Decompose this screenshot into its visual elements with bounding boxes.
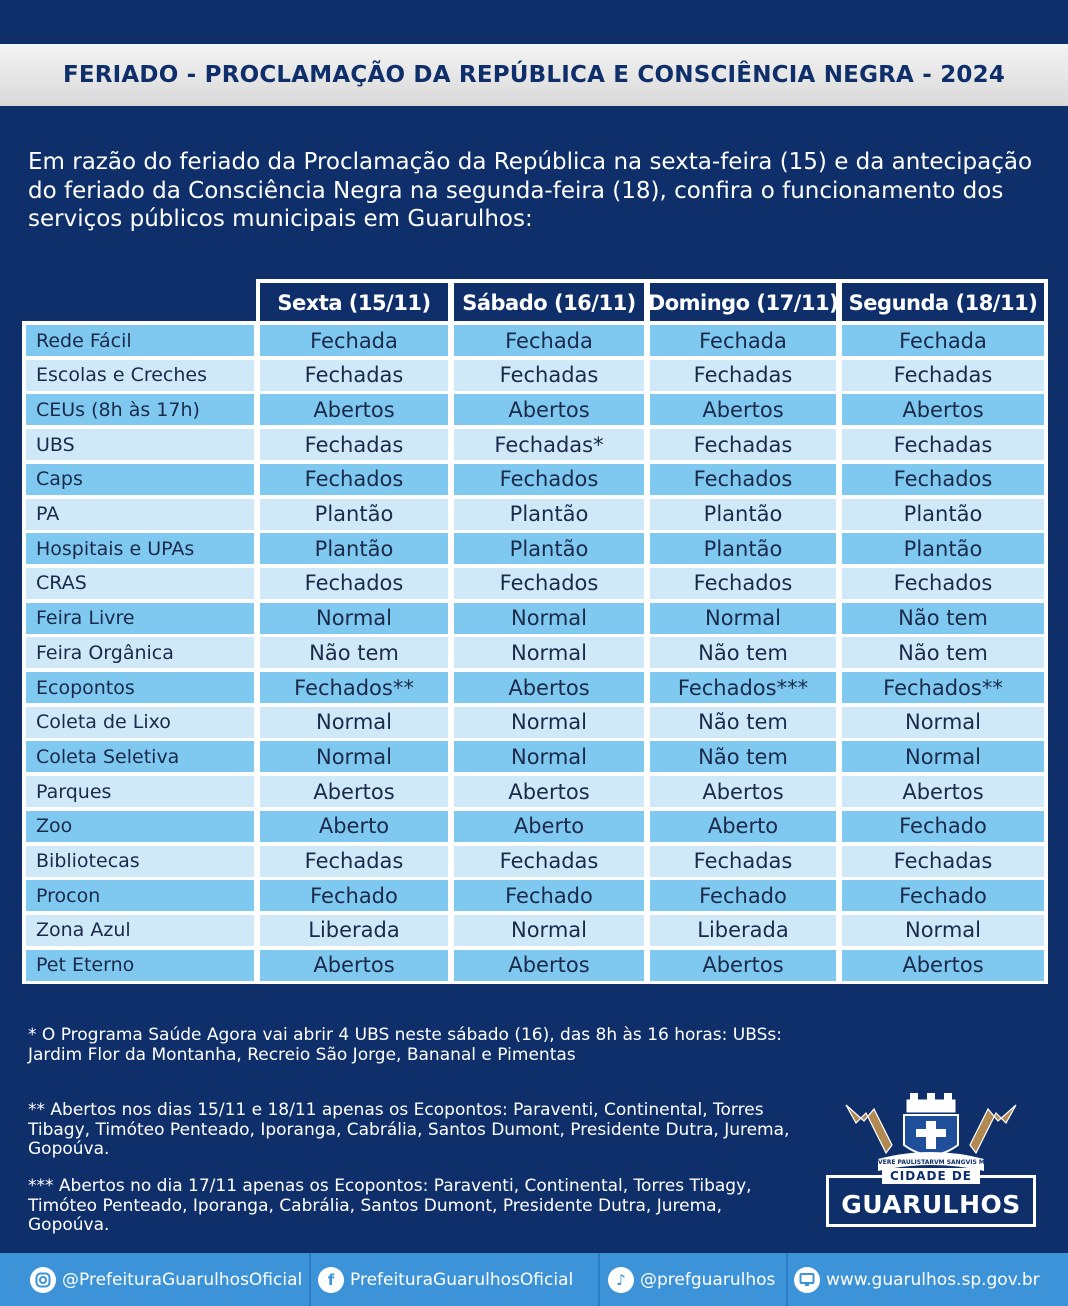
status-saturday: Abertos: [454, 672, 644, 703]
status-monday: Abertos: [842, 394, 1044, 425]
status-monday: Normal: [842, 741, 1044, 772]
status-sunday: Fechadas: [650, 429, 836, 460]
status-saturday: Normal: [454, 603, 644, 634]
status-saturday: Fechadas*: [454, 429, 644, 460]
table-row: [22, 846, 1048, 877]
status-monday: Fechado: [842, 811, 1044, 842]
status-sunday: Não tem: [650, 707, 836, 738]
status-sunday: Abertos: [650, 394, 836, 425]
status-friday: Fechados**: [260, 672, 448, 703]
table-row: [22, 950, 1048, 981]
table-body: [22, 321, 1048, 984]
status-sunday: Fechados***: [650, 672, 836, 703]
city-logo: [826, 1093, 1036, 1230]
status-friday: Normal: [260, 603, 448, 634]
table-row: [22, 880, 1048, 911]
status-saturday: Fechados: [454, 568, 644, 599]
table-row: [22, 811, 1048, 842]
footer-tiktok[interactable]: [608, 1253, 775, 1306]
status-friday: Abertos: [260, 776, 448, 807]
status-friday: Fechadas: [260, 846, 448, 877]
logo-box: [826, 1169, 1036, 1227]
status-saturday: Plantão: [454, 499, 644, 530]
service-name: Rede Fácil: [26, 325, 254, 356]
header-sunday: Domingo (17/11): [650, 283, 836, 323]
status-sunday: Plantão: [650, 533, 836, 564]
status-saturday: Abertos: [454, 394, 644, 425]
service-name: Hospitais e UPAs: [26, 533, 254, 564]
service-name: Coleta de Lixo: [26, 707, 254, 738]
status-sunday: Abertos: [650, 776, 836, 807]
status-sunday: Aberto: [650, 811, 836, 842]
table-row: [22, 568, 1048, 599]
footer-divider: [309, 1253, 311, 1306]
status-saturday: Normal: [454, 915, 644, 946]
table-row: [22, 429, 1048, 460]
status-friday: Não tem: [260, 637, 448, 668]
service-name: Feira Livre: [26, 603, 254, 634]
footnote-ubs: * O Programa Saúde Agora vai abrir 4 UBS neste sábado (16), das 8h às 16 horas: UBSs: Jardim Flor da Montanha, Recreio São Jorge, Bananal e Pimentas: [28, 1025, 782, 1065]
status-sunday: Não tem: [650, 637, 836, 668]
table-row: [22, 915, 1048, 946]
status-friday: Fechadas: [260, 429, 448, 460]
status-monday: Normal: [842, 707, 1044, 738]
footer-bar: [0, 1253, 1068, 1306]
service-name: Bibliotecas: [26, 846, 254, 877]
table-row: [22, 707, 1048, 738]
title-band: [0, 44, 1068, 106]
status-saturday: Fechada: [454, 325, 644, 356]
status-friday: Fechados: [260, 464, 448, 495]
status-monday: Fechados: [842, 464, 1044, 495]
service-name: Coleta Seletiva: [26, 741, 254, 772]
status-monday: Fechada: [842, 325, 1044, 356]
status-friday: Normal: [260, 741, 448, 772]
service-name: CEUs (8h às 17h): [26, 394, 254, 425]
service-name: Feira Orgânica: [26, 637, 254, 668]
status-monday: Plantão: [842, 533, 1044, 564]
footer-instagram[interactable]: [30, 1253, 302, 1306]
table-row: [22, 499, 1048, 530]
footer-facebook[interactable]: [318, 1253, 573, 1306]
status-friday: Fechada: [260, 325, 448, 356]
service-name: Caps: [26, 464, 254, 495]
table-row: [22, 464, 1048, 495]
coat-of-arms-icon: [826, 1093, 1036, 1179]
status-saturday: Fechadas: [454, 846, 644, 877]
status-friday: Normal: [260, 707, 448, 738]
table-row: [22, 637, 1048, 668]
status-friday: Fechado: [260, 880, 448, 911]
footer-divider: [598, 1253, 600, 1306]
footnote-ecopontos-15-18: ** Abertos nos dias 15/11 e 18/11 apenas os Ecopontos: Paraventi, Continental, Torres Tibagy, Timóteo Penteado, Iporanga, Cabrália, Santos Dumont, Presidente Dutra, Jurema, Gopoúva.: [28, 1100, 790, 1159]
status-monday: Fechadas: [842, 360, 1044, 391]
footnote-ecopontos-17: *** Abertos no dia 17/11 apenas os Ecopontos: Paraventi, Continental, Torres Tibagy, Timóteo Penteado, Iporanga, Cabrália, Santos Dumont, Presidente Dutra, Jurema, Gopoúva.: [28, 1176, 752, 1235]
table-row: [22, 603, 1048, 634]
service-name: Escolas e Creches: [26, 360, 254, 391]
instagram-icon: [30, 1267, 56, 1293]
service-name: Parques: [26, 776, 254, 807]
service-name: UBS: [26, 429, 254, 460]
status-monday: Não tem: [842, 603, 1044, 634]
status-friday: Abertos: [260, 394, 448, 425]
status-sunday: Fechadas: [650, 846, 836, 877]
service-name: Pet Eterno: [26, 950, 254, 981]
status-sunday: Fechada: [650, 325, 836, 356]
status-monday: Fechados**: [842, 672, 1044, 703]
status-friday: Liberada: [260, 915, 448, 946]
logo-name: GUARULHOS: [841, 1190, 1021, 1219]
status-monday: Abertos: [842, 950, 1044, 981]
tiktok-icon: ♪: [608, 1267, 634, 1293]
status-monday: Fechadas: [842, 429, 1044, 460]
status-saturday: Fechado: [454, 880, 644, 911]
status-monday: Plantão: [842, 499, 1044, 530]
status-saturday: Normal: [454, 637, 644, 668]
status-sunday: Fechado: [650, 880, 836, 911]
status-sunday: Fechados: [650, 464, 836, 495]
status-monday: Fechados: [842, 568, 1044, 599]
table-row: [22, 672, 1048, 703]
service-name: Zoo: [26, 811, 254, 842]
header-monday: Segunda (18/11): [842, 283, 1044, 323]
table-row: [22, 776, 1048, 807]
status-sunday: Liberada: [650, 915, 836, 946]
status-sunday: Não tem: [650, 741, 836, 772]
monitor-icon: [794, 1267, 820, 1293]
table-row: [22, 394, 1048, 425]
page-title: FERIADO - PROCLAMAÇÃO DA REPÚBLICA E CONSCIÊNCIA NEGRA - 2024: [62, 62, 1006, 88]
schedule-table: [22, 279, 1048, 984]
service-name: Procon: [26, 880, 254, 911]
status-saturday: Fechados: [454, 464, 644, 495]
table-row: [22, 360, 1048, 391]
status-monday: Não tem: [842, 637, 1044, 668]
header-friday: Sexta (15/11): [260, 283, 448, 323]
status-sunday: Plantão: [650, 499, 836, 530]
status-saturday: Normal: [454, 741, 644, 772]
status-saturday: Normal: [454, 707, 644, 738]
status-monday: Fechadas: [842, 846, 1044, 877]
status-saturday: Abertos: [454, 950, 644, 981]
status-sunday: Fechadas: [650, 360, 836, 391]
status-friday: Fechados: [260, 568, 448, 599]
status-saturday: Fechadas: [454, 360, 644, 391]
table-header: [256, 279, 1048, 325]
status-saturday: Aberto: [454, 811, 644, 842]
header-saturday: Sábado (16/11): [454, 283, 644, 323]
logo-motto: VERE PAULISTARVM SANGVIS MEVS: [878, 1159, 998, 1166]
status-sunday: Abertos: [650, 950, 836, 981]
status-saturday: Plantão: [454, 533, 644, 564]
status-friday: Plantão: [260, 533, 448, 564]
footer-website[interactable]: [794, 1253, 1040, 1306]
intro-text: Em razão do feriado da Proclamação da República na sexta-feira (15) e da antecipação do feriado da Consciência Negra na segunda-feira (18), confira o funcionamento dos serviços públicos municipais em Guarulhos:: [28, 149, 1033, 232]
service-name: PA: [26, 499, 254, 530]
status-monday: Fechado: [842, 880, 1044, 911]
footer-website-label: www.guarulhos.sp.gov.br: [826, 1269, 1040, 1290]
status-sunday: Fechados: [650, 568, 836, 599]
footer-facebook-label: PrefeituraGuarulhosOficial: [350, 1269, 574, 1290]
table-row: [22, 741, 1048, 772]
status-friday: Abertos: [260, 950, 448, 981]
status-friday: Fechadas: [260, 360, 448, 391]
service-name: Zona Azul: [26, 915, 254, 946]
status-monday: Abertos: [842, 776, 1044, 807]
status-monday: Normal: [842, 915, 1044, 946]
footer-instagram-label: @PrefeituraGuarulhosOficial: [62, 1269, 303, 1290]
status-saturday: Abertos: [454, 776, 644, 807]
service-name: CRAS: [26, 568, 254, 599]
service-name: Ecopontos: [26, 672, 254, 703]
table-row: [22, 533, 1048, 564]
status-friday: Aberto: [260, 811, 448, 842]
status-friday: Plantão: [260, 499, 448, 530]
footer-divider: [786, 1253, 788, 1306]
facebook-icon: f: [318, 1267, 344, 1293]
logo-subtitle: CIDADE DE: [882, 1168, 980, 1184]
table-row: [22, 325, 1048, 356]
footer-tiktok-label: @prefguarulhos: [640, 1269, 776, 1290]
status-sunday: Normal: [650, 603, 836, 634]
